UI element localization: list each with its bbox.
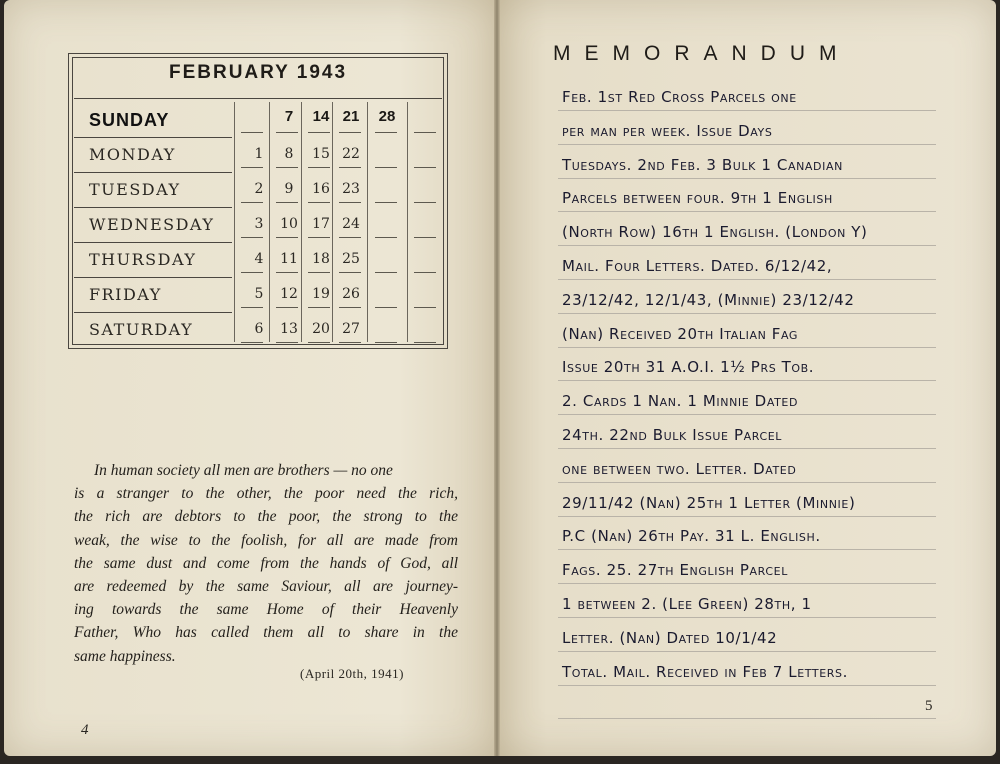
day-label-wednesday: WEDNESDAY (89, 215, 215, 234)
calendar-date-cell: 24 (342, 216, 360, 232)
calendar-cell-underline (375, 342, 397, 343)
memo-entry-line: 23/12/42, 12/1/43, (Minnie) 23/12/42 (562, 290, 855, 309)
calendar-cell-underline (339, 272, 361, 273)
calendar-cell-underline (375, 272, 397, 273)
calendar-date-cell: 20 (312, 321, 330, 337)
calendar-cell-underline (241, 237, 263, 238)
quote-line: the rich are debtors to the poor, the strong to the (74, 508, 458, 526)
memo-entry-line: Fags. 25. 27th English Parcel (562, 561, 788, 580)
calendar-cell-underline (241, 342, 263, 343)
calendar-date-cell: 19 (312, 286, 330, 302)
calendar-date-cell: 16 (312, 181, 330, 197)
calendar-cell-underline (308, 307, 330, 308)
day-label-saturday: SATURDAY (89, 320, 194, 339)
memo-ruled-line (558, 448, 936, 449)
memo-entry-line: Parcels between four. 9th 1 English (562, 189, 833, 208)
calendar-row-rule (74, 242, 232, 243)
memo-entry-line: Tuesdays. 2nd Feb. 3 Bulk 1 Canadian (562, 155, 843, 174)
calendar-date-cell: 22 (342, 146, 360, 162)
memo-ruled-line (558, 583, 936, 584)
page-number-left: 4 (81, 722, 89, 738)
calendar-cell-underline (375, 202, 397, 203)
memo-entry-line: 24th. 22nd Bulk Issue Parcel (562, 426, 783, 444)
memo-ruled-line (558, 549, 936, 550)
calendar-sunday-date: 21 (342, 108, 360, 125)
calendar-column-line (367, 102, 368, 342)
day-label-tuesday: TUESDAY (89, 180, 181, 199)
calendar-cell-underline (339, 237, 361, 238)
day-label-thursday: THURSDAY (89, 250, 197, 269)
memo-entry-line: Issue 20th 31 A.O.I. 1½ Prs Tob. (562, 358, 815, 377)
quote-line: In human society all men are brothers — no one (94, 462, 393, 479)
calendar-sunday-date: 14 (312, 108, 330, 125)
calendar-column-line (234, 102, 235, 342)
calendar-date-cell: 1 (254, 146, 264, 162)
calendar-date-cell: 3 (254, 216, 264, 232)
calendar-cell-underline (339, 167, 361, 168)
calendar-column-line (407, 102, 408, 342)
calendar-cell-underline (276, 237, 298, 238)
calendar-date-cell: 27 (342, 321, 360, 337)
calendar-title-rule (74, 98, 442, 99)
quote-line: Father, Who has called them all to share in the (74, 624, 458, 642)
memo-entry-line: Total. Mail. Received in Feb 7 Letters. (562, 662, 848, 681)
calendar-date-cell: 25 (342, 251, 360, 267)
quote-paragraph (74, 459, 458, 668)
calendar-row-rule (74, 277, 232, 278)
quote-line: weak, the wise to the foolish, for all are made from (74, 531, 458, 549)
calendar-date-cell: 6 (254, 321, 264, 337)
calendar-date-cell: 18 (312, 251, 330, 267)
calendar-cell-underline (414, 237, 436, 238)
memo-ruled-line (558, 617, 936, 618)
calendar-date-cell: 15 (312, 146, 330, 162)
memo-entry-line: Feb. 1st Red Cross Parcels one (562, 88, 797, 106)
calendar-date-cell: 26 (342, 286, 360, 302)
calendar-cell-underline (276, 132, 298, 133)
day-label-friday: FRIDAY (89, 285, 162, 304)
calendar-sunday-date: 7 (284, 108, 294, 125)
calendar-cell-underline (241, 307, 263, 308)
memo-entry-line: per man per week. Issue Days (562, 121, 773, 140)
calendar-cell-underline (276, 167, 298, 168)
calendar-row-rule (74, 207, 232, 208)
calendar-cell-underline (414, 132, 436, 133)
day-label-monday: MONDAY (89, 145, 176, 164)
calendar-date-cell: 5 (254, 286, 264, 302)
calendar-cell-underline (276, 342, 298, 343)
calendar-cell-underline (339, 202, 361, 203)
calendar-date-cell: 11 (280, 251, 298, 267)
calendar-cell-underline (414, 307, 436, 308)
quote-date: (April 20th, 1941) (300, 666, 404, 681)
calendar-date-cell: 13 (280, 321, 298, 337)
memo-ruled-line (558, 178, 936, 179)
calendar-sunday-date: 28 (378, 108, 396, 125)
calendar-cell-underline (308, 132, 330, 133)
memo-entry-line: P.C (Nan) 26th Pay. 31 L. English. (562, 527, 821, 546)
calendar-row-rule (74, 312, 232, 313)
calendar-cell-underline (414, 202, 436, 203)
memorandum-title: MEMORANDUM (553, 42, 851, 65)
calendar-date-cell: 10 (280, 216, 298, 232)
quote-line: are redeemed by the same Saviour, all are journey- (74, 578, 458, 596)
calendar-date-cell: 17 (312, 216, 330, 232)
calendar-date-cell: 9 (284, 181, 294, 197)
calendar-cell-underline (375, 132, 397, 133)
calendar-date-cell: 12 (280, 286, 298, 302)
memo-ruled-line (558, 718, 936, 719)
memo-ruled-line (558, 685, 936, 686)
quote-line: the same dust and come from the hands of God, all (74, 554, 458, 572)
calendar-cell-underline (241, 167, 263, 168)
calendar-row-rule (74, 137, 232, 138)
calendar-cell-underline (308, 237, 330, 238)
memo-ruled-line (558, 482, 936, 483)
calendar-cell-underline (414, 272, 436, 273)
memo-entry-line: 2. Cards 1 Nan. 1 Minnie Dated (562, 392, 799, 411)
memo-ruled-line (558, 380, 936, 381)
memo-ruled-line (558, 211, 936, 212)
quote-line: ing towards the same Home of their Heavenly (74, 601, 458, 619)
calendar-cell-underline (308, 272, 330, 273)
calendar-cell-underline (276, 202, 298, 203)
page-number-right: 5 (925, 698, 933, 714)
memo-ruled-line (558, 279, 936, 280)
memo-ruled-line (558, 651, 936, 652)
memo-entry-line: Letter. (Nan) Dated 10/1/42 (562, 628, 778, 647)
calendar-cell-underline (339, 132, 361, 133)
calendar-cell-underline (414, 167, 436, 168)
memo-entry-line: 1 between 2. (Lee Green) 28th, 1 (562, 595, 812, 613)
memo-ruled-line (558, 516, 936, 517)
memo-ruled-line (558, 347, 936, 348)
calendar-cell-underline (308, 342, 330, 343)
calendar-cell-underline (375, 167, 397, 168)
memo-ruled-line (558, 144, 936, 145)
calendar-cell-underline (241, 202, 263, 203)
february-calendar (68, 53, 448, 349)
calendar-date-cell: 4 (254, 251, 264, 267)
memo-ruled-line (558, 110, 936, 111)
calendar-cell-underline (308, 202, 330, 203)
memo-entry-line: (Nan) Received 20th Italian Fag (562, 324, 799, 343)
calendar-date-cell: 8 (284, 146, 294, 162)
calendar-cell-underline (375, 307, 397, 308)
calendar-date-cell: 23 (342, 181, 360, 197)
calendar-cell-underline (375, 237, 397, 238)
calendar-cell-underline (241, 132, 263, 133)
memo-ruled-line (558, 414, 936, 415)
calendar-cell-underline (339, 342, 361, 343)
memo-entry-line: 29/11/42 (Nan) 25th 1 Letter (Minnie) (562, 493, 856, 512)
memo-ruled-line (558, 245, 936, 246)
quote-line: same happiness. (74, 647, 176, 665)
calendar-cell-underline (276, 272, 298, 273)
memo-entry-line: (North Row) 16th 1 English. (London Y) (562, 223, 868, 242)
memo-ruled-line (558, 313, 936, 314)
calendar-cell-underline (241, 272, 263, 273)
calendar-cell-underline (414, 342, 436, 343)
calendar-cell-underline (339, 307, 361, 308)
calendar-date-cell: 2 (254, 181, 264, 197)
calendar-row-rule (74, 172, 232, 173)
memo-entry-line: one between two. Letter. Dated (562, 459, 797, 478)
calendar-title: FEBRUARY 1943 (168, 62, 348, 83)
calendar-cell-underline (276, 307, 298, 308)
book-gutter (494, 0, 500, 756)
calendar-cell-underline (308, 167, 330, 168)
quote-line: is a stranger to the other, the poor need the rich, (74, 485, 458, 503)
day-label-sunday: SUNDAY (89, 110, 170, 130)
memo-entry-line: Mail. Four Letters. Dated. 6/12/42, (562, 257, 833, 275)
